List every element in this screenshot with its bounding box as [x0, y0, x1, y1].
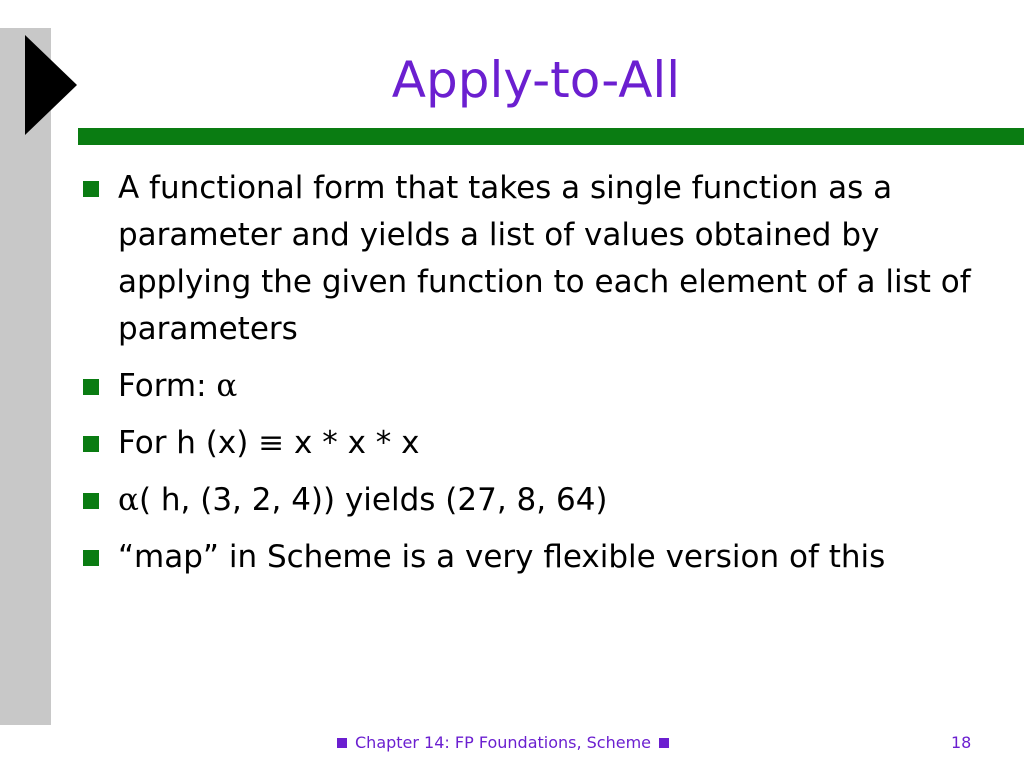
bullet-text: A functional form that takes a single function as a parameter and yields a list of values obtained by applying the given function to each element of a list of parameters	[118, 170, 971, 347]
equivalence-symbol: ≡	[258, 425, 285, 461]
bullet-item-map-note	[80, 534, 1010, 581]
square-bullet-icon	[83, 181, 99, 197]
bullet-list	[80, 165, 1010, 591]
bullet-text: ( h, (3, 2, 4)) yields (27, 8, 64)	[138, 482, 608, 518]
page-number: 18	[951, 733, 972, 752]
square-bullet-icon	[337, 738, 347, 748]
alpha-symbol: α	[216, 368, 238, 404]
alpha-symbol: α	[118, 482, 139, 518]
bullet-item-definition	[80, 165, 1010, 353]
square-bullet-icon	[83, 379, 99, 395]
bullet-text: x * x * x	[284, 425, 420, 461]
play-arrow-icon	[25, 35, 77, 135]
square-bullet-icon	[83, 436, 99, 452]
slide-footer	[0, 731, 1024, 755]
bullet-text: For h (x)	[118, 425, 259, 461]
bullet-text: “map” in Scheme is a very flexible version of this	[118, 539, 886, 575]
bullet-item-example-result	[80, 477, 1010, 524]
bullet-item-form	[80, 363, 1010, 410]
title-divider	[78, 128, 1024, 145]
chapter-label: Chapter 14: FP Foundations, Scheme	[355, 733, 652, 752]
square-bullet-icon	[83, 493, 99, 509]
bullet-text: Form:	[118, 368, 217, 404]
slide-title: Apply-to-All	[391, 51, 681, 109]
square-bullet-icon	[83, 550, 99, 566]
square-bullet-icon	[659, 738, 669, 748]
bullet-item-example-function	[80, 420, 1010, 467]
footer-chapter	[337, 733, 669, 752]
